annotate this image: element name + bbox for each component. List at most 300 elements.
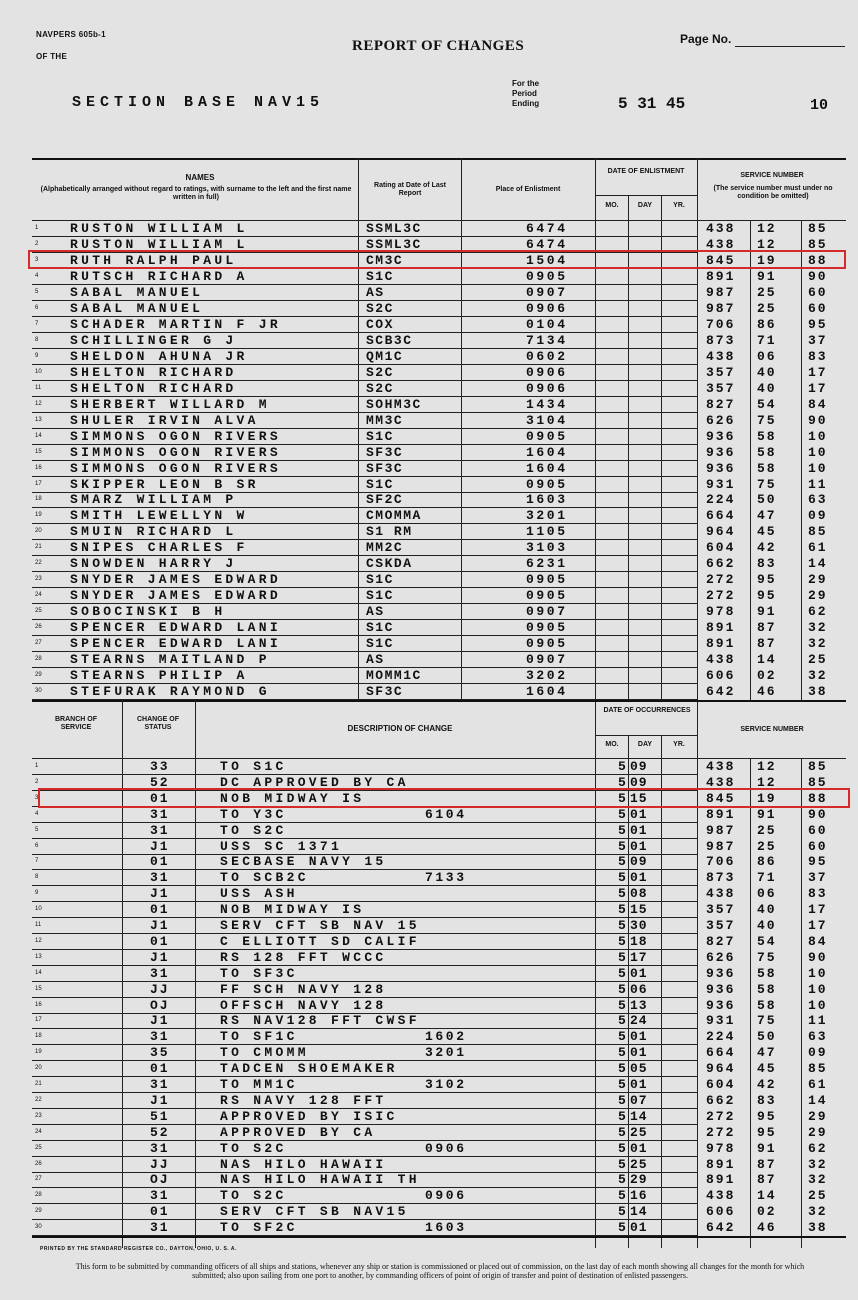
rating-header: Rating at Date of Last Report — [374, 182, 446, 197]
change-description: TO S2C — [220, 822, 287, 838]
service-number-part: 75 — [757, 949, 777, 965]
place-code: 0104 — [526, 316, 568, 332]
occurrence-month: 5 — [618, 759, 626, 774]
status-code: J1 — [150, 1013, 170, 1029]
change-description: DC APPROVED BY CA — [220, 774, 409, 790]
rating-value: SF3C — [366, 684, 404, 700]
service-number-part: 438 — [706, 221, 736, 236]
service-number-part: 45 — [757, 1061, 777, 1077]
rating-value: S1C — [366, 636, 394, 652]
personnel-row — [0, 413, 858, 429]
occurrence-day: 07 — [630, 1092, 648, 1108]
service-number-part: 987 — [706, 838, 736, 854]
service-number-part: 95 — [757, 1108, 777, 1124]
service-number-part: 11 — [808, 1013, 828, 1029]
service-number-part: 12 — [757, 236, 777, 252]
change-row — [0, 998, 858, 1014]
service-number-part: 438 — [706, 886, 736, 902]
person-name: SMITH LEWELLYN W — [70, 508, 248, 524]
status-code: 35 — [150, 1045, 170, 1061]
occurrence-day: 01 — [630, 1077, 648, 1092]
service-number-part: 87 — [757, 620, 777, 636]
occurrence-day: 01 — [630, 1140, 648, 1156]
rating-value: SSML3C — [366, 221, 422, 236]
service-number-part: 90 — [808, 949, 828, 965]
rating-value: SF2C — [366, 492, 404, 508]
change-row — [0, 1061, 858, 1077]
change-description: TO CMOMM — [220, 1045, 309, 1061]
mo-header: MO. — [605, 741, 619, 748]
person-name: SIMMONS OGON RIVERS — [70, 428, 281, 444]
rating-value: S2C — [366, 300, 394, 316]
change-row — [0, 1013, 858, 1029]
personnel-row — [0, 365, 858, 381]
service-number-part: 75 — [757, 412, 777, 428]
personnel-row — [0, 572, 858, 588]
service-number-part: 272 — [706, 1108, 736, 1124]
rating-value: S1C — [366, 476, 394, 492]
service-number-part: 09 — [808, 1045, 828, 1061]
service-number-part: 604 — [706, 1077, 736, 1092]
personnel-row — [0, 221, 858, 237]
person-name: SCHADER MARTIN F JR — [70, 316, 281, 332]
service-number-part: 09 — [808, 508, 828, 524]
occurrence-day: 14 — [630, 1204, 648, 1220]
row-number: 15 — [35, 448, 42, 455]
form-id: NAVPERS 605b-1 — [36, 30, 106, 39]
status-code: JJ — [150, 981, 170, 997]
place-code: 6474 — [526, 221, 568, 236]
row-number: 20 — [35, 528, 42, 535]
service-number-part: 25 — [757, 838, 777, 854]
change-description: TO S1C — [220, 759, 287, 774]
occurrence-day: 15 — [630, 902, 648, 918]
person-name: SABAL MANUEL — [70, 284, 204, 300]
service-number-part: 626 — [706, 949, 736, 965]
service-number-part: 19 — [757, 252, 777, 268]
change-row — [0, 1188, 858, 1204]
service-number-part: 931 — [706, 1013, 736, 1029]
row-number: 5 — [35, 826, 39, 833]
service-number-part: 10 — [808, 428, 828, 444]
service-number-part: 91 — [757, 604, 777, 620]
occurrence-day: 25 — [630, 1156, 648, 1172]
occurrence-day: 01 — [630, 806, 648, 822]
service-number-part: 706 — [706, 854, 736, 870]
rating-value: SOHM3C — [366, 396, 422, 412]
row-number: 8 — [35, 874, 39, 881]
change-description: TO SF1C — [220, 1029, 298, 1045]
status-code: JJ — [150, 1156, 170, 1172]
personnel-row — [0, 429, 858, 445]
occurrence-month: 5 — [618, 806, 626, 822]
person-name: SCHILLINGER G J — [70, 332, 237, 348]
personnel-row — [0, 349, 858, 365]
personnel-row — [0, 668, 858, 684]
row-number: 13 — [35, 416, 42, 423]
change-row — [0, 1109, 858, 1125]
service-number-part: 83 — [808, 348, 828, 364]
service-number-header: SERVICE NUMBER — [740, 726, 804, 733]
page-no-label: Page No. — [680, 32, 732, 46]
service-number-part: 62 — [808, 1140, 828, 1156]
row-number: 28 — [35, 1192, 42, 1199]
highlight-box — [38, 788, 850, 808]
service-number-part: 14 — [757, 1188, 777, 1204]
service-number-part: 90 — [808, 806, 828, 822]
change-row — [0, 982, 858, 998]
status-code: 52 — [150, 774, 170, 790]
change-description: USS ASH — [220, 886, 298, 902]
person-name: SMUIN RICHARD L — [70, 524, 237, 540]
occurrence-month: 5 — [618, 790, 626, 806]
service-number-part: 71 — [757, 332, 777, 348]
change-row — [0, 934, 858, 950]
personnel-row — [0, 269, 858, 285]
service-number-part: 84 — [808, 933, 828, 949]
personnel-row — [0, 492, 858, 508]
service-number-part: 357 — [706, 364, 736, 380]
row-number: 4 — [35, 810, 39, 817]
service-number-part: 54 — [757, 933, 777, 949]
row-number: 10 — [35, 906, 42, 913]
service-number-part: 936 — [706, 997, 736, 1013]
person-name: SNOWDEN HARRY J — [70, 556, 237, 572]
personnel-row — [0, 301, 858, 317]
change-row — [0, 886, 858, 902]
occurrence-month: 5 — [618, 997, 626, 1013]
row-number: 5 — [35, 288, 39, 295]
service-number-part: 224 — [706, 492, 736, 508]
page-title: REPORT OF CHANGES — [352, 38, 525, 54]
occurrence-month: 5 — [618, 1013, 626, 1029]
occurrence-month: 5 — [618, 1156, 626, 1172]
rating-value: MM3C — [366, 412, 404, 428]
occurrence-month: 5 — [618, 822, 626, 838]
change-row — [0, 918, 858, 934]
service-number-part: 75 — [757, 1013, 777, 1029]
occurrence-month: 5 — [618, 1108, 626, 1124]
status-code: 33 — [150, 759, 170, 774]
service-number-part: 83 — [757, 556, 777, 572]
change-description: C ELLIOTT SD CALIF — [220, 933, 420, 949]
change-description: RS NAVY 128 FFT — [220, 1092, 387, 1108]
occurrence-month: 5 — [618, 981, 626, 997]
service-number-part: 25 — [757, 300, 777, 316]
service-number-part: 29 — [808, 1108, 828, 1124]
row-number: 23 — [35, 576, 42, 583]
person-name: SHELTON RICHARD — [70, 380, 237, 396]
service-number-part: 42 — [757, 540, 777, 556]
personnel-row — [0, 285, 858, 301]
row-number: 2 — [35, 240, 39, 247]
service-number-part: 626 — [706, 412, 736, 428]
person-name: SHULER IRVIN ALVA — [70, 412, 259, 428]
place-code: 0905 — [526, 476, 568, 492]
service-number-part: 83 — [757, 1092, 777, 1108]
person-name: SNYDER JAMES EDWARD — [70, 572, 281, 588]
rating-value: SCB3C — [366, 332, 413, 348]
change-description: APPROVED BY ISIC — [220, 1108, 398, 1124]
service-number-part: 85 — [808, 221, 828, 236]
service-number-part: 40 — [757, 918, 777, 933]
service-number-part: 88 — [808, 252, 828, 268]
service-number-part: 438 — [706, 652, 736, 668]
occurrence-month: 5 — [618, 1188, 626, 1204]
place-code: 1105 — [526, 524, 568, 540]
service-number-part: 32 — [808, 1204, 828, 1220]
service-number-part: 357 — [706, 380, 736, 396]
service-number-part: 75 — [757, 476, 777, 492]
rating-value: COX — [366, 316, 394, 332]
row-number: 9 — [35, 352, 39, 359]
person-name: SABAL MANUEL — [70, 300, 204, 316]
row-number: 24 — [35, 592, 42, 599]
personnel-row — [0, 508, 858, 524]
change-description: RS 128 FFT WCCC — [220, 949, 387, 965]
personnel-row — [0, 604, 858, 620]
place-code: 0907 — [526, 652, 568, 668]
occurrence-month: 5 — [618, 918, 626, 933]
service-number-part: 438 — [706, 774, 736, 790]
service-number-part: 964 — [706, 1061, 736, 1077]
service-number-part: 85 — [808, 759, 828, 774]
person-name: RUTSCH RICHARD A — [70, 268, 248, 284]
rating-value: MOMM1C — [366, 668, 422, 684]
service-number-header: SERVICE NUMBER — [740, 172, 804, 179]
service-number-part: 845 — [706, 252, 736, 268]
service-number-part: 84 — [808, 396, 828, 412]
rating-value: S1C — [366, 428, 394, 444]
service-number-part: 60 — [808, 822, 828, 838]
row-number: 6 — [35, 304, 39, 311]
place-code: 3104 — [526, 412, 568, 428]
personnel-row — [0, 636, 858, 652]
service-number-part: 14 — [808, 1092, 828, 1108]
service-number-part: 32 — [808, 1156, 828, 1172]
place-code: 7134 — [526, 332, 568, 348]
status-code: 52 — [150, 1124, 170, 1140]
personnel-row — [0, 652, 858, 668]
service-number-part: 17 — [808, 380, 828, 396]
service-number-part: 40 — [757, 364, 777, 380]
rating-value: S2C — [366, 380, 394, 396]
row-number: 19 — [35, 512, 42, 519]
service-number-part: 63 — [808, 492, 828, 508]
personnel-row — [0, 317, 858, 333]
place-code: 3103 — [526, 540, 568, 556]
row-number: 1 — [35, 225, 39, 231]
occurrence-day: 01 — [630, 1029, 648, 1045]
row-number: 18 — [35, 1033, 42, 1040]
service-number-part: 14 — [808, 556, 828, 572]
service-number-part: 83 — [808, 886, 828, 902]
row-number: 24 — [35, 1128, 42, 1135]
yr-header: YR. — [673, 741, 685, 748]
branch-header: BRANCH OF SERVICE — [55, 716, 97, 731]
change-row — [0, 1157, 858, 1173]
service-number-part: 02 — [757, 1204, 777, 1220]
row-number: 27 — [35, 640, 42, 647]
row-number: 22 — [35, 1096, 42, 1103]
row-number: 26 — [35, 624, 42, 631]
occurrence-month: 5 — [618, 1077, 626, 1092]
service-number-part: 987 — [706, 284, 736, 300]
service-number-part: 891 — [706, 636, 736, 652]
place-code: 0905 — [526, 572, 568, 588]
row-number: 16 — [35, 1001, 42, 1008]
change-row — [0, 902, 858, 918]
names-header: NAMES — [185, 173, 215, 182]
service-number-part: 87 — [757, 636, 777, 652]
rating-code: 3201 — [425, 1045, 467, 1061]
service-number-part: 95 — [808, 316, 828, 332]
service-number-part: 25 — [757, 284, 777, 300]
page-number-value: 10 — [810, 97, 829, 114]
status-code: 01 — [150, 790, 170, 806]
change-row — [0, 1093, 858, 1109]
place-code: 1604 — [526, 684, 568, 700]
occurrence-month: 5 — [618, 965, 626, 981]
service-number-part: 86 — [757, 316, 777, 332]
row-number: 3 — [35, 256, 39, 263]
occurrence-month: 5 — [618, 1204, 626, 1220]
service-number-part: 978 — [706, 604, 736, 620]
service-number-part: 90 — [808, 268, 828, 284]
service-number-part: 32 — [808, 668, 828, 684]
change-description: SERV CFT SB NAV 15 — [220, 918, 420, 933]
bottom-table-end — [32, 1236, 846, 1238]
service-number-part: 10 — [808, 965, 828, 981]
service-number-part: 272 — [706, 588, 736, 604]
row-number: 14 — [35, 432, 42, 439]
service-number-part: 62 — [808, 604, 828, 620]
service-number-part: 891 — [706, 1172, 736, 1188]
service-number-part: 891 — [706, 620, 736, 636]
period-label — [512, 79, 539, 109]
service-number-part: 91 — [757, 1140, 777, 1156]
change-row — [0, 950, 858, 966]
rating-value: S1C — [366, 572, 394, 588]
service-number-part: 85 — [808, 524, 828, 540]
row-number: 27 — [35, 1176, 42, 1183]
place-code: 0906 — [526, 364, 568, 380]
change-description: TO SF3C — [220, 965, 298, 981]
service-number-part: 224 — [706, 1029, 736, 1045]
place-code: 0602 — [526, 348, 568, 364]
row-number: 4 — [35, 272, 39, 279]
occurrence-day: 25 — [630, 1124, 648, 1140]
rating-code: 3102 — [425, 1077, 467, 1092]
occurrence-day: 18 — [630, 933, 648, 949]
service-number-part: 46 — [757, 684, 777, 700]
place-code: 3201 — [526, 508, 568, 524]
rating-value: CMOMMA — [366, 508, 422, 524]
change-description: NOB MIDWAY IS — [220, 790, 365, 806]
status-code: 51 — [150, 1108, 170, 1124]
status-code: 01 — [150, 854, 170, 870]
place-code: 0905 — [526, 428, 568, 444]
rating-code: 0906 — [425, 1188, 467, 1204]
change-description: TO MM1C — [220, 1077, 298, 1092]
change-description: TO S2C — [220, 1188, 287, 1204]
status-code: J1 — [150, 838, 170, 854]
row-number: 22 — [35, 560, 42, 567]
occurrence-day: 15 — [630, 790, 648, 806]
period-label-line2: Period — [512, 89, 537, 98]
date-header-rule — [595, 195, 697, 196]
change-row — [0, 1141, 858, 1157]
service-number-part: 58 — [757, 981, 777, 997]
service-number-part: 272 — [706, 572, 736, 588]
change-row — [0, 1172, 858, 1188]
occurrence-day: 13 — [630, 997, 648, 1013]
status-code: 31 — [150, 1077, 170, 1092]
unit-name: SECTION BASE NAV15 — [72, 94, 325, 111]
service-number-part: 47 — [757, 508, 777, 524]
change-description: TO Y3C — [220, 806, 287, 822]
person-name: RUSTON WILLIAM L — [70, 221, 248, 236]
row-number: 7 — [35, 858, 39, 865]
row-number: 6 — [35, 842, 39, 849]
personnel-row — [0, 445, 858, 461]
change-description: TO SF2C — [220, 1220, 298, 1236]
service-number-part: 87 — [757, 1156, 777, 1172]
service-number-part: 936 — [706, 428, 736, 444]
service-number-part: 50 — [757, 492, 777, 508]
rating-value: S1C — [366, 620, 394, 636]
row-number: 8 — [35, 336, 39, 343]
personnel-row — [0, 540, 858, 556]
occurrence-month: 5 — [618, 774, 626, 790]
service-number-part: 438 — [706, 348, 736, 364]
service-number-part: 664 — [706, 1045, 736, 1061]
service-number-part: 02 — [757, 668, 777, 684]
row-number: 18 — [35, 496, 42, 503]
row-number: 16 — [35, 464, 42, 471]
service-number-part: 25 — [808, 1188, 828, 1204]
service-number-part: 936 — [706, 965, 736, 981]
status-code: J1 — [150, 918, 170, 933]
rating-code: 1602 — [425, 1029, 467, 1045]
status-header: CHANGE OF STATUS — [137, 716, 179, 731]
service-number-part: 827 — [706, 933, 736, 949]
service-number-part: 45 — [757, 524, 777, 540]
row-rule — [32, 1235, 697, 1236]
place-code: 1603 — [526, 492, 568, 508]
occurrence-month: 5 — [618, 854, 626, 870]
place-code: 0906 — [526, 300, 568, 316]
change-description: TADCEN SHOEMAKER — [220, 1061, 398, 1077]
occurrence-month: 5 — [618, 902, 626, 918]
occurrence-month: 5 — [618, 1124, 626, 1140]
service-number-part: 54 — [757, 396, 777, 412]
status-code: 31 — [150, 806, 170, 822]
service-number-part: 58 — [757, 444, 777, 460]
change-row — [0, 823, 858, 839]
change-row — [0, 1125, 858, 1141]
status-code: J1 — [150, 1092, 170, 1108]
person-name: SMARZ WILLIAM P — [70, 492, 237, 508]
row-number: 19 — [35, 1049, 42, 1056]
status-code: 01 — [150, 1061, 170, 1077]
rating-value: CSKDA — [366, 556, 413, 572]
rating-code: 7133 — [425, 870, 467, 886]
occurrence-month: 5 — [618, 1140, 626, 1156]
status-code: 31 — [150, 1140, 170, 1156]
service-number-part: 06 — [757, 348, 777, 364]
service-number-part: 58 — [757, 965, 777, 981]
